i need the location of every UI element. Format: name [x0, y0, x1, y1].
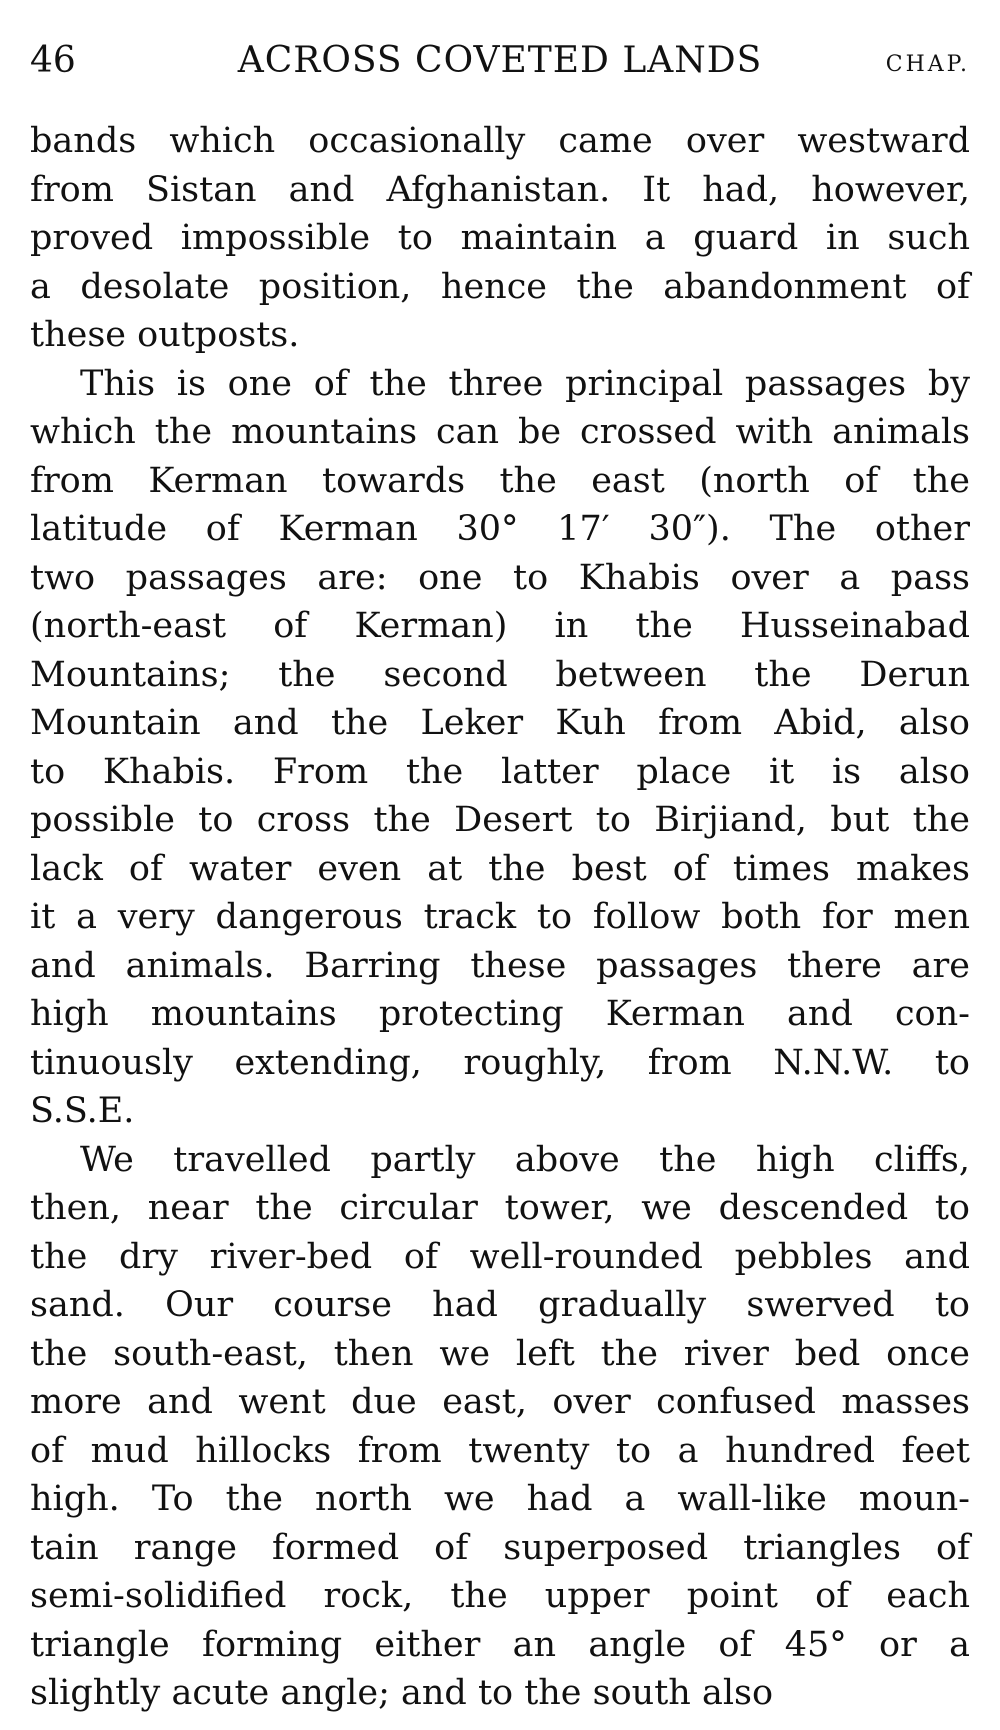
text-line: triangle forming either an angle of 45° or a [30, 1624, 970, 1665]
text-line: high. To the north we had a wall-like moun- [30, 1479, 970, 1519]
text-line: of mud hillocks from twenty to a hundred feet [30, 1430, 970, 1471]
text-line: which the mountains can be crossed with animals [30, 412, 970, 452]
paragraph [30, 117, 970, 360]
text-line: to Khabis. From the latter place it is also [30, 751, 970, 792]
paragraph [30, 1136, 970, 1718]
text-line: more and went due east, over confused masses [30, 1382, 970, 1422]
text-line: then, near the circular tower, we descended to [30, 1188, 970, 1228]
text-line: semi-solidified rock, the upper point of each [30, 1576, 970, 1616]
chapter-label: CHAP. [885, 52, 970, 77]
text-line: Mountain and the Leker Kuh from Abid, also [30, 703, 970, 743]
text-line: S.S.E. [30, 1091, 135, 1131]
text-line: bands which occasionally came over westward [30, 121, 970, 161]
text-line: these outposts. [30, 315, 300, 355]
text-line: proved impossible to maintain a guard in such [30, 218, 970, 258]
text-line: (north-east of Kerman) in the Husseinabad [30, 606, 970, 646]
paragraph [30, 360, 970, 1136]
text-line: This is one of the three principal passages by [80, 363, 970, 404]
text-line: tinuously extending, roughly, from N.N.W. to [30, 1042, 970, 1083]
text-line: lack of water even at the best of times makes [30, 848, 970, 889]
text-line: high mountains protecting Kerman and con- [30, 994, 970, 1034]
text-line: from Kerman towards the east (north of the [30, 460, 970, 501]
page-header [30, 36, 970, 86]
text-line: two passages are: one to Khabis over a pass [30, 557, 970, 598]
text-line: possible to cross the Desert to Birjiand, but the [30, 800, 970, 840]
text-line: Mountains; the second between the Derun [30, 654, 970, 695]
text-line: latitude of Kerman 30° 17′ 30″). The other [30, 509, 970, 549]
text-line: tain range formed of superposed triangles of [30, 1527, 970, 1568]
text-line: the south-east, then we left the river bed once [30, 1333, 970, 1374]
text-line: it a very dangerous track to follow both for men [30, 897, 970, 937]
text-line: from Sistan and Afghanistan. It had, however, [30, 169, 970, 210]
text-line: a desolate position, hence the abandonment of [30, 266, 970, 307]
text-line: slightly acute angle; and to the south also [30, 1673, 774, 1713]
text-line: and animals. Barring these passages there are [30, 945, 970, 986]
body-text [30, 117, 970, 1718]
page-number: 46 [30, 40, 76, 81]
text-line: sand. Our course had gradually swerved to [30, 1285, 970, 1325]
text-line: We travelled partly above the high cliffs, [80, 1139, 970, 1180]
text-line: the dry river-bed of well-rounded pebbles and [30, 1236, 970, 1277]
running-title: ACROSS COVETED LANDS [237, 40, 763, 81]
